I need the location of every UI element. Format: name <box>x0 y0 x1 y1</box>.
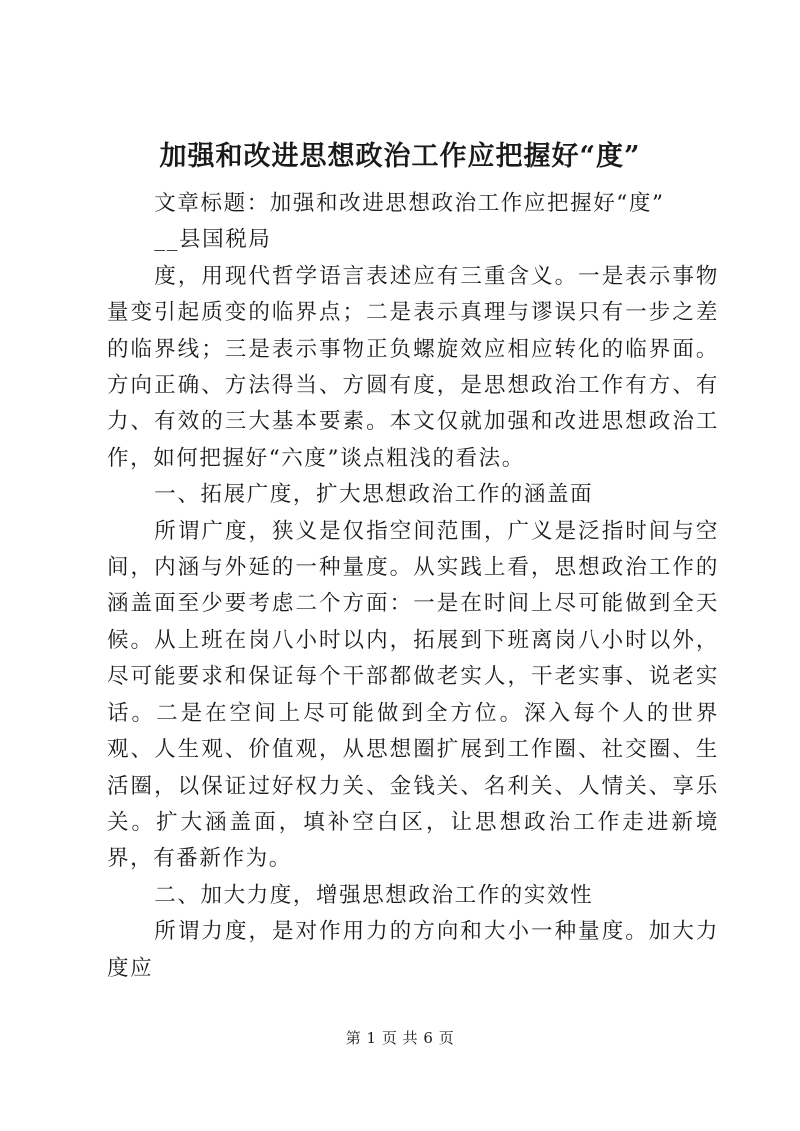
section-2-paragraph: 所谓力度，是对作用力的方向和大小一种量度。加大力度应 <box>107 919 719 981</box>
document-title: 加强和改进思想政治工作应把握好“度” <box>159 141 641 172</box>
intro-paragraph: 度，用现代哲学语言表述应有三重含义。一是表示事物量变引起质变的临界点；二是表示真理与谬误只有一步之差的临界线；三是表示事物正负螺旋效应相应转化的临界面。方向正确、方法得当、方圆有度，是思想政治工作有方、有力、有效的三大基本要素。本文仅就加强和改进思想政治工作，如何把握好“六度”谈点粗浅的看法。 <box>107 263 719 471</box>
document-body <box>107 186 719 987</box>
section-heading-2: 二、加大力度，增强思想政治工作的实效性 <box>154 882 594 908</box>
section-heading-1: 一、拓展广度，扩大思想政治工作的涵盖面 <box>154 482 594 508</box>
section-1-paragraph: 所谓广度，狭义是仅指空间范围，广义是泛指时间与空间，内涵与外延的一种量度。从实践上看，思想政治工作的涵盖面至少要考虑二个方面：一是在时间上尽可能做到全天候。从上班在岗八小时以内，拓展到下班离岗八小时以外，尽可能要求和保证每个干部都做老实人，干老实事、说老实话。二是在空间上尽可能做到全方位。深入每个人的世界观、人生观、价值观，从思想圈扩展到工作圈、社交圈、生活圈，以保证过好权力关、金钱关、名利关、人情关、享乐关。扩大涵盖面，填补空白区，让思想政治工作走进新境界，有番新作为。 <box>107 518 719 872</box>
author-line: __县国税局 <box>154 227 272 253</box>
article-title-line: 文章标题：加强和改进思想政治工作应把握好“度” <box>154 191 665 216</box>
page-footer: 第 1 页 共 6 页 <box>345 1029 455 1047</box>
